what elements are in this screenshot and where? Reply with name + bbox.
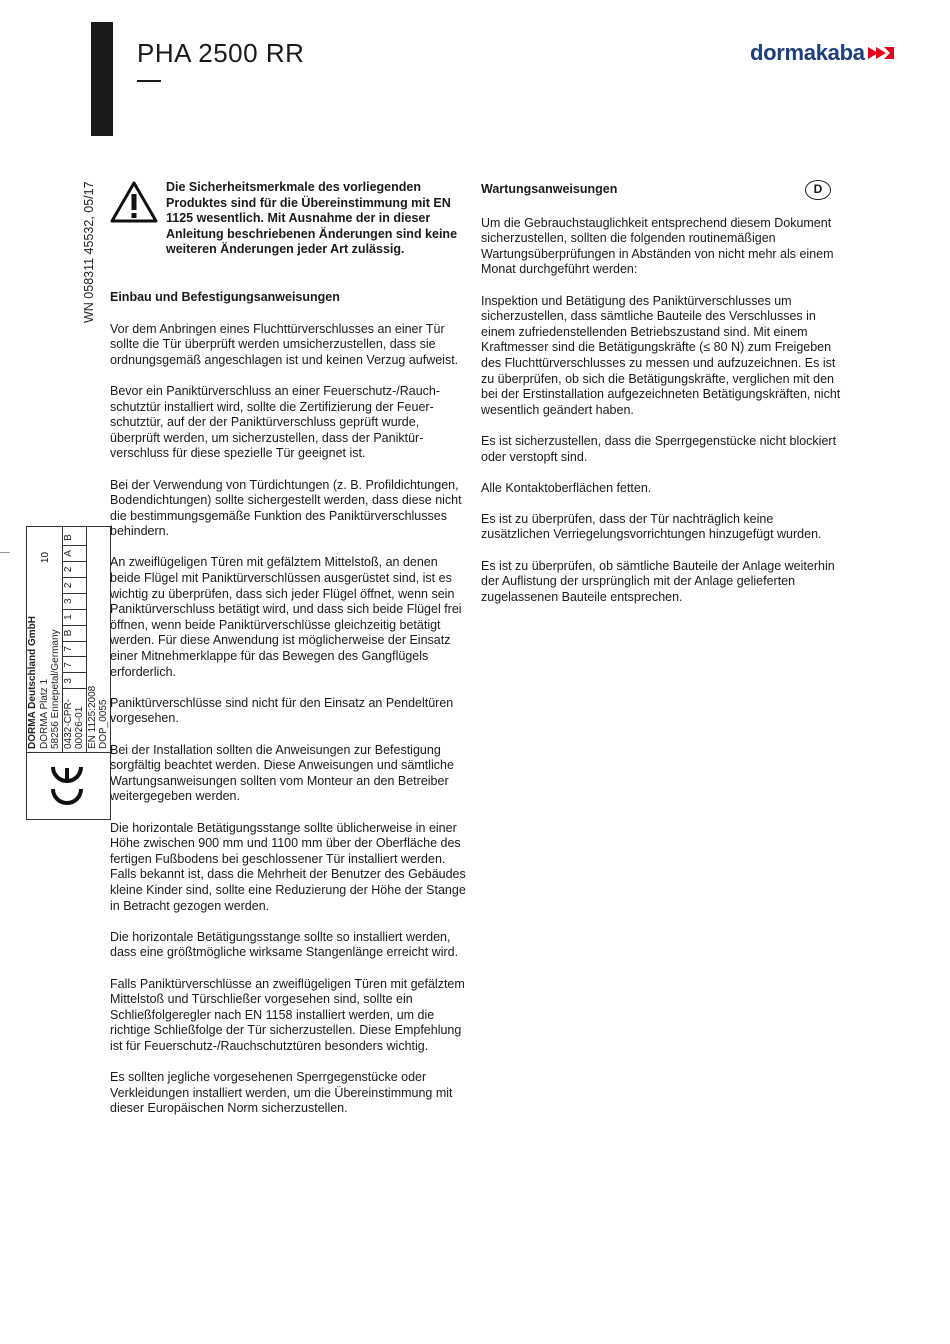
ce-dop: DOP_0055 (98, 699, 109, 749)
paragraph: Bei der Installation sollten die Anweisungen zur Befestigung sorgfältig beachtet werden. Diese Anweisungen und sämtliche Wartungsanweisungen sollten vom Monteur an den Betreiber weitergegeben werden. (110, 742, 454, 804)
paragraph: Paniktürverschlüsse sind nicht für den Einsatz an Pendeltüren vorgesehen. (110, 695, 454, 726)
ce-label (26, 526, 109, 820)
ce-mark-icon (27, 753, 111, 820)
ce-year: 10 (40, 551, 52, 564)
warning-triangle-icon (110, 180, 158, 224)
maintenance-column (481, 180, 841, 621)
paragraph: Inspektion und Betätigung des Paniktürverschlusses um sicherzustellen, dass sämtliche Bauteile des Verschlusses in einem zufriedenstellenden Betriebszustand sind. Mit einem Kraftmesser sind die Betätigungskräfte (≤ 80 N) zum Freigeben des Fluchttürverschlusses zu messen und aufzuzeichnen. Es ist zu überprüfen, ob sich die Betätigungskräfte, verglichen mit den bei der Erstinstallation aufgezeichneten Betätigungskräften, nicht wesentlich geändert haben. (481, 293, 841, 417)
ce-code-cell: B (63, 626, 86, 642)
ce-code-cell: A (63, 546, 86, 562)
paragraph: Die horizontale Betätigungsstange sollte so installiert werden, dass eine größtmögliche wirksame Stangenlänge erreicht wird. (110, 929, 459, 960)
paragraph: Um die Gebrauchstauglichkeit entsprechend diesem Dokument sicherzustellen, sollten die folgenden routinemäßigen Wartungsüberprüfungen in Abständen von nicht mehr als einem Monat durchgeführt werden: (481, 215, 834, 277)
warning-text: Die Sicherheitsmerkmale des vorliegenden Produktes sind für die Übereinstimmung mit EN 1125 wesentlich. Mit Ausnahme der in dieser Anleitung beschriebenen Änderungen sind keine weiteren Änderungen jeder Art zulässig. (166, 180, 458, 257)
paragraph: Es ist sicherzustellen, dass die Sperrgegenstücke nicht blockiert oder verstopft sind. (481, 433, 837, 464)
ce-code-cell: 2 (63, 562, 86, 578)
ce-code-cell: 1 (63, 610, 86, 626)
maintenance-header (481, 180, 841, 200)
ce-norm: EN 1125:2008 (86, 685, 98, 749)
paragraph: Bevor ein Paniktürverschluss an einer Feuerschutz-/Rauchschutztür installiert wird, sollte die Zertifizierung der Feuerschutztür, auf der der Paniktürverschluss geprüft wurde, überprüft werden, um sicherzustellen, dass der Paniktürverschluss für diese spezielle Tür geeignet ist. (110, 383, 441, 461)
ce-code-cell: 2 (63, 578, 86, 594)
paragraph: Es ist zu überprüfen, dass der Tür nachträglich keine zusätzlichen Verriegelungsvorrichtungen hinzugefügt wurden. (481, 511, 822, 542)
safety-warning (110, 180, 468, 258)
installation-heading: Einbau und Befestigungsanweisungen (110, 289, 340, 304)
ce-code-cell: 3 (63, 673, 86, 689)
paragraph: Es ist zu überprüfen, ob sämtliche Bauteile der Anlage weiterhin der Auflistung der ursprünglich mit der Anlage gelieferten zugelassenen Bauteile entsprechen. (481, 558, 835, 604)
paragraph: Es sollten jegliche vorgesehenen Sperrgegenstücke oder Verkleidungen installiert werden, um die Übereinstimmung mit dieser Europäischen Norm sicherzustellen. (110, 1070, 453, 1116)
document-code: WN 058311 45532, 05/17 (82, 181, 96, 323)
ce-code-cell: 3 (63, 594, 86, 610)
ce-street: DORMA Platz 1 (38, 678, 50, 749)
paragraph: Alle Kontaktoberflächen fetten. (481, 480, 652, 495)
ce-company: DORMA Deutschland GmbH (27, 616, 38, 749)
paragraph: Die horizontale Betätigungsstange sollte üblicherweise in einer Höhe zwischen 900 mm und 1100 mm über der Oberfläche des fertigen Fußbodens bei geschlossener Tür installiert werden. Falls bekannt ist, dass die Mehrheit der Benutzer des Gebäudes kleine Kinder sind, sollte eine Reduzierung der Höhe der Stange in Betracht gezogen werden. (110, 820, 466, 913)
paragraph: Bei der Verwendung von Türdichtungen (z. B. Profildichtungen, Bodendichtungen) sollte sichergestellt werden, dass diese nicht die bestimmungsgemäße Funktion des Paniktürverschlusses behindern. (110, 477, 462, 539)
paragraph: Falls Paniktürverschlüsse an zweiflügeligen Türen mit gefälztem Mittelstoß und Türschließer vorgesehen sind, sollte ein Schließfolgeregler nach EN 1158 installiert werden, um die richtige Schließfolge der Tür sicherzustellen. Diese Empfehlung ist für Feuerschutz-/Rauchschutztüren besonders wichtig. (110, 976, 465, 1053)
ce-cert-row (62, 527, 86, 753)
ce-cert: 0432-CPR-00026-01 (62, 698, 85, 749)
ce-norm-row (86, 527, 110, 753)
ce-code-cell: 7 (63, 642, 86, 658)
header-black-bar (91, 22, 113, 136)
maintenance-heading: Wartungsanweisungen (481, 182, 618, 197)
language-badge: D (805, 180, 831, 200)
logo-text: dormakaba (750, 40, 865, 65)
title-underline (137, 80, 161, 82)
paragraph: An zweiflügeligen Türen mit gefälztem Mittelstoß, an denen beide Flügel mit Paniktürverschlüssen ausgerüstet sind, ist es wichtig zu überprüfen, dass sich jeder Flügel öffnet, wenn sein Paniktürverschluss betätigt wird, und dass sich beide Flügel frei öffnen, wenn beide Paniktürverschlüsse gleichzeitig betätigt werden. Für diese Anwendung ist möglicherweise der Einsatz einer Mitnehmerklappe für das Bewegen des Gangflügels erforderlich. (110, 555, 462, 679)
installation-column (110, 180, 468, 1132)
brand-logo (750, 40, 894, 66)
page-title: PHA 2500 RR (137, 38, 305, 68)
fold-mark (0, 552, 10, 553)
ce-city: 58256 Ennepetal/Germany (50, 629, 61, 749)
ce-code-cell: B (63, 530, 86, 546)
ce-code-cell: 7 (63, 657, 86, 673)
paragraph: Vor dem Anbringen eines Fluchttürverschlusses an einer Tür sollte die Tür überprüft werden umsicherzustellen, dass sie ordnungsgemäß angeschlagen ist und keinen Verzug aufweist. (110, 321, 459, 367)
logo-arrow-icon (868, 45, 894, 61)
